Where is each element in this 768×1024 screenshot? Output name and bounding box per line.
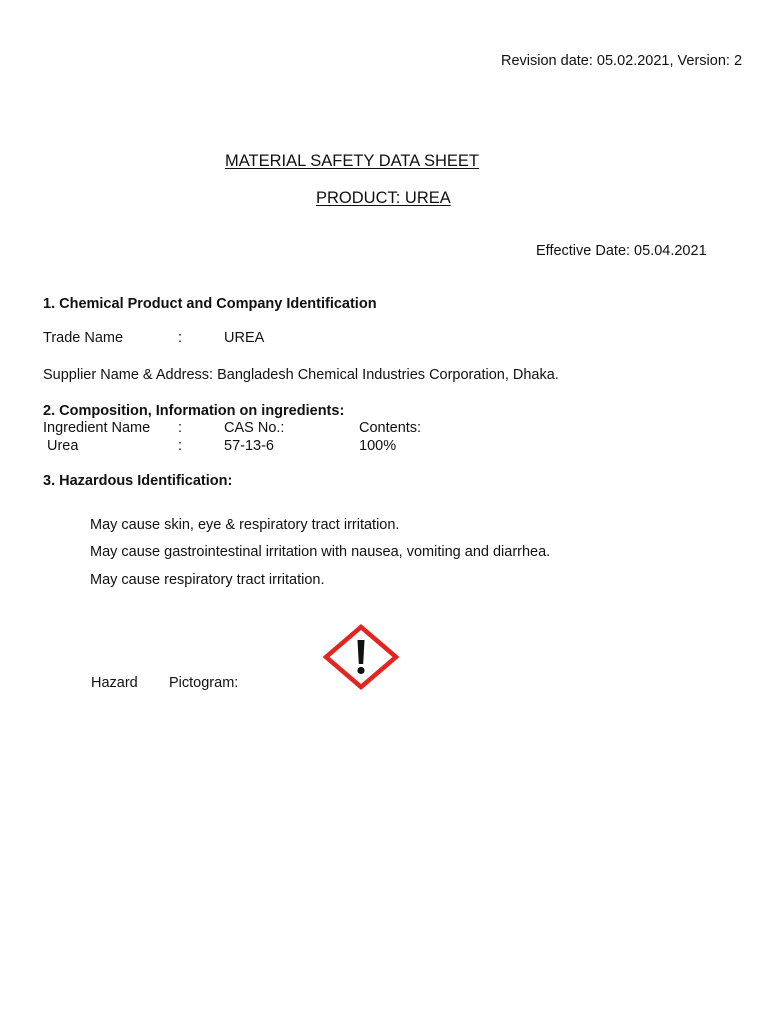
section-2-heading: 2. Composition, Information on ingredients: (43, 403, 345, 419)
revision-date: Revision date: 05.02.2021, Version: 2 (501, 53, 743, 69)
column-header-contents: Contents: (359, 420, 422, 436)
column-header-cas: CAS No.: (224, 420, 285, 436)
cell-ingredient: Urea (47, 438, 79, 454)
trade-name-value: UREA (224, 330, 265, 346)
document-title: MATERIAL SAFETY DATA SHEET (225, 152, 479, 170)
cell-contents: 100% (359, 438, 397, 454)
trade-name-label: Trade Name (43, 330, 124, 346)
effective-date: Effective Date: 05.04.2021 (536, 243, 707, 259)
supplier-line: Supplier Name & Address: Bangladesh Chemical Industries Corporation, Dhaka. (43, 367, 559, 383)
hazard-item: May cause skin, eye & respiratory tract irritation. (90, 517, 400, 533)
pictogram-label-pictogram: Pictogram: (169, 675, 239, 691)
hazard-item: May cause respiratory tract irritation. (90, 572, 325, 588)
product-title: PRODUCT: UREA (316, 189, 451, 207)
section-1-heading: 1. Chemical Product and Company Identification (43, 296, 377, 312)
cell-colon: : (178, 438, 183, 454)
trade-name-colon: : (178, 330, 183, 346)
column-header-colon: : (178, 420, 183, 436)
column-header-ingredient-name: Ingredient Name (43, 420, 151, 436)
cell-cas: 57-13-6 (224, 438, 274, 454)
section-3-heading: 3. Hazardous Identification: (43, 473, 233, 489)
exclamation-mark-hazard-icon (323, 624, 399, 690)
pictogram-label-hazard: Hazard (91, 675, 138, 691)
hazard-item: May cause gastrointestinal irritation with nausea, vomiting and diarrhea. (90, 544, 551, 560)
